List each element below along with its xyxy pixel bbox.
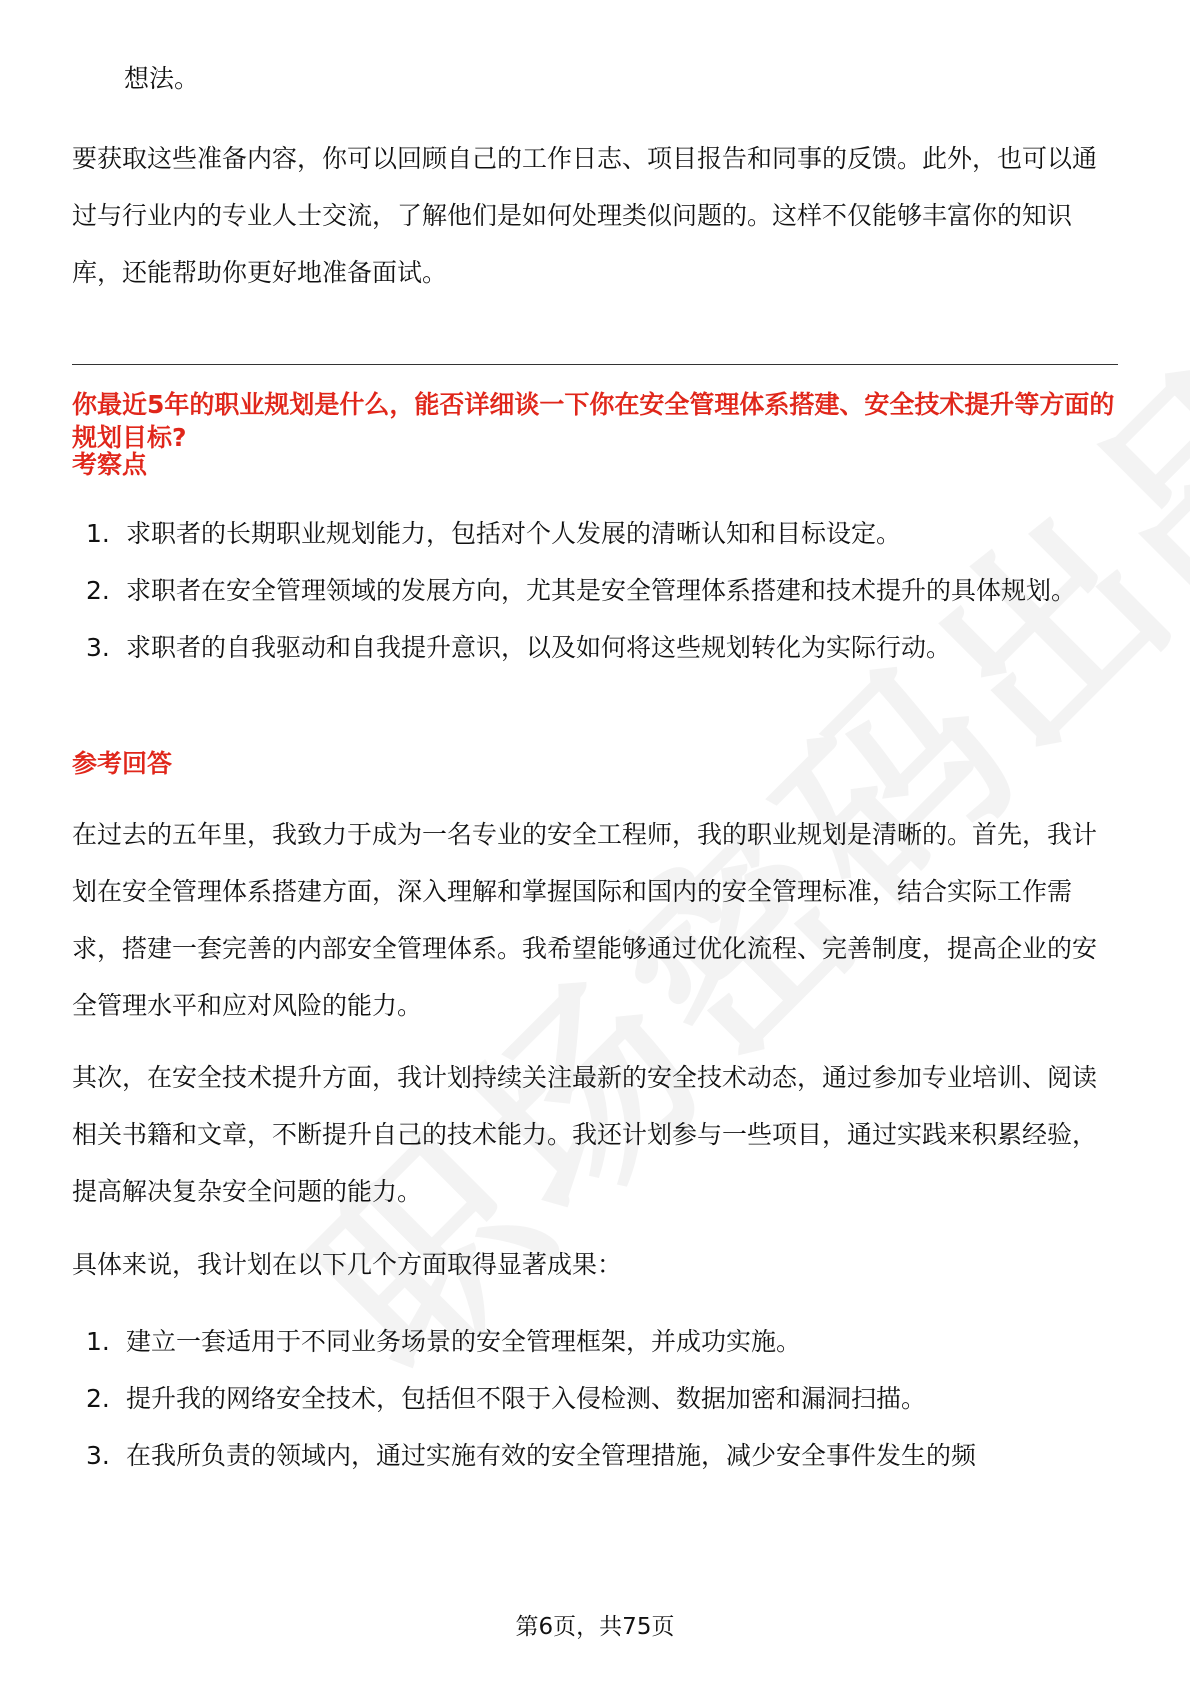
intro-paragraph: 要获取这些准备内容，你可以回顾自己的工作日志、项目报告和同事的反馈。此外，也可以通过与行业内的专业人士交流，了解他们是如何处理类似问题的。这样不仅能够丰富你的知识库，还能帮助你更好地准备面试。 <box>72 144 1098 287</box>
list-item: 2. 求职者在安全管理领域的发展方向，尤其是安全管理体系搭建和技术提升的具体规划。 <box>86 576 1077 605</box>
reference-answer-heading: 参考回答 <box>72 749 173 778</box>
list-item-text: 提升我的网络安全技术，包括但不限于入侵检测、数据加密和漏洞扫描。 <box>126 1384 927 1413</box>
list-item-text: 在我所负责的领域内，通过实施有效的安全管理措施，减少安全事件发生的频 <box>126 1441 977 1470</box>
answer-goals-list <box>72 1313 1118 1484</box>
section-divider <box>72 364 1118 365</box>
list-item-text: 求职者在安全管理领域的发展方向，尤其是安全管理体系搭建和技术提升的具体规划。 <box>126 576 1077 605</box>
list-item: 2. 提升我的网络安全技术，包括但不限于入侵检测、数据加密和漏洞扫描。 <box>86 1384 927 1413</box>
answer-paragraph-3: 具体来说，我计划在以下几个方面取得显著成果： <box>72 1250 623 1279</box>
list-item: 1. 求职者的长期职业规划能力，包括对个人发展的清晰认知和目标设定。 <box>86 519 902 548</box>
list-item: 1. 建立一套适用于不同业务场景的安全管理框架，并成功实施。 <box>86 1327 802 1356</box>
question-heading: 你最近5年的职业规划是什么，能否详细谈一下你在安全管理体系搭建、安全技术提升等方面的规划目标? <box>72 390 1115 452</box>
answer-paragraph-1: 在过去的五年里，我致力于成为一名专业的安全工程师，我的职业规划是清晰的。首先，我计划在安全管理体系搭建方面，深入理解和掌握国际和国内的安全管理标准，结合实际工作需求，搭建一套完善的内部安全管理体系。我希望能够通过优化流程、完善制度，提高企业的安全管理水平和应对风险的能力。 <box>72 820 1098 1020</box>
continued-fragment: 想法。 <box>124 64 200 93</box>
list-item-text: 求职者的长期职业规划能力，包括对个人发展的清晰认知和目标设定。 <box>126 519 902 548</box>
exam-points-heading: 考察点 <box>72 450 148 479</box>
list-item: 3. 求职者的自我驱动和自我提升意识，以及如何将这些规划转化为实际行动。 <box>86 633 952 662</box>
answer-paragraph-2: 其次，在安全技术提升方面，我计划持续关注最新的安全技术动态，通过参加专业培训、阅读相关书籍和文章，不断提升自己的技术能力。我还计划参与一些项目，通过实践来积累经验，提高解决复杂安全问题的能力。 <box>72 1063 1098 1206</box>
exam-points-list <box>72 505 1118 676</box>
list-item-text: 求职者的自我驱动和自我提升意识，以及如何将这些规划转化为实际行动。 <box>126 633 952 662</box>
page-number-footer: 第6页，共75页 <box>515 1614 675 1640</box>
list-item-text: 建立一套适用于不同业务场景的安全管理框架，并成功实施。 <box>126 1327 802 1356</box>
list-item: 3. 在我所负责的领域内，通过实施有效的安全管理措施，减少安全事件发生的频 <box>86 1441 977 1470</box>
